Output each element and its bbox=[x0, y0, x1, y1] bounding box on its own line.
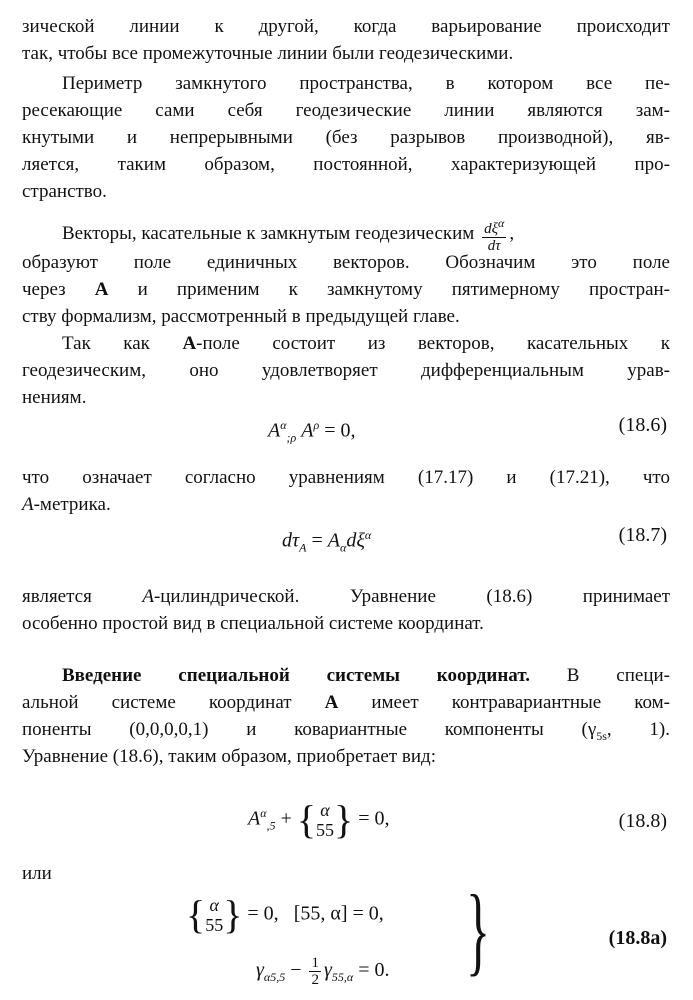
equation-18-6: $A^\alpha_{;\rho}$ $A^\rho = 0$, bbox=[268, 418, 356, 445]
text-line: Уравнение (18.6), таким образом, приобретает вид: bbox=[22, 746, 436, 767]
text-line: зической линии к другой, когда варьирование происходит bbox=[22, 16, 670, 37]
equation-18-8a-line2: $\gamma_{\alpha 5,5}$ − $\frac{1}{2}$ $\gamma_{55,\alpha} = 0$. bbox=[256, 955, 390, 988]
equation-18-7: $d\tau_A = A_\alpha d\xi^\alpha$ bbox=[282, 528, 372, 555]
equation-number: (18.7) bbox=[618, 524, 667, 546]
text-line: ству формализм, рассмотренный в предыдущей главе. bbox=[22, 306, 460, 327]
equation-number: (18.8) bbox=[618, 810, 667, 832]
text-line: геодезическим, оно удовлетворяет дифференциальным урав- bbox=[22, 360, 670, 381]
section-heading: Введение специальной системы координат. bbox=[62, 665, 530, 686]
text-line: странство. bbox=[22, 181, 107, 202]
text-line: ресекающие сами себя геодезические линии являются зам- bbox=[22, 100, 670, 121]
equation-18-8: $A^\alpha_{,5}$ + { α 55 } = 0, bbox=[248, 797, 390, 843]
text-line: альной системе координат А имеет контравариантные ком- bbox=[22, 692, 670, 713]
text-line: Так как А-поле состоит из векторов, касательных к bbox=[62, 333, 671, 354]
text-line: ляется, таким образом, постоянной, характеризующей про- bbox=[22, 154, 670, 175]
fraction-d-xi-d-tau bbox=[482, 215, 506, 254]
text-line: или bbox=[22, 863, 52, 884]
text-span: Векторы, касательные к замкнутым геодезическим bbox=[62, 222, 475, 244]
text-line bbox=[62, 215, 682, 254]
text-span: , bbox=[509, 222, 515, 244]
text-line: особенно простой вид в специальной системе координат. bbox=[22, 613, 484, 634]
right-brace: } bbox=[466, 874, 490, 985]
fraction-denominator: dτ bbox=[487, 238, 501, 254]
equation-number: (18.6) bbox=[618, 414, 667, 436]
text-line: Введение специальной системы координат. В специ- bbox=[62, 665, 670, 686]
text-line: что означает согласно уравнениям (17.17) и (17.21), что bbox=[22, 467, 670, 488]
text-line: через А и применим к замкнутому пятимерному простран- bbox=[22, 279, 670, 300]
text-line: поненты (0,0,0,0,1) и ковариантные компоненты ($\gamma_{5s}$, 1). bbox=[22, 719, 671, 743]
text-line: образуют поле единичных векторов. Обозначим это поле bbox=[22, 252, 670, 273]
text-line: является A-цилиндрической. Уравнение (18.6) принимает bbox=[22, 586, 671, 607]
text-line: Периметр замкнутого пространства, в котором все пе- bbox=[62, 73, 670, 94]
text-line: кнутыми и непрерывными (без разрывов производной), яв- bbox=[22, 127, 670, 148]
fraction-numerator: $d\xi^\alpha$ bbox=[484, 216, 505, 237]
equation-number: (18.8а) bbox=[608, 927, 667, 949]
text-line: нениям. bbox=[22, 387, 87, 408]
text-line: так, чтобы все промежуточные линии были геодезическими. bbox=[22, 43, 514, 64]
text-line: A-метрика. bbox=[22, 494, 111, 515]
equation-18-8a-line1: { α 55 } = 0, [55, α] = 0, bbox=[186, 892, 384, 937]
